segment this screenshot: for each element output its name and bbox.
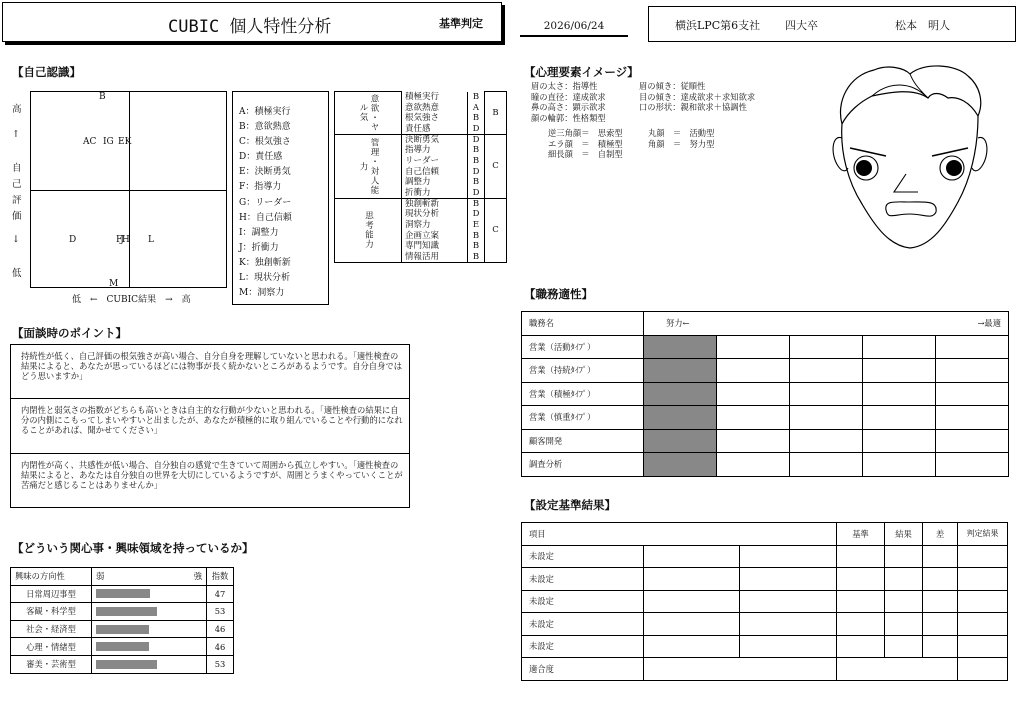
table-header-row [522, 312, 1009, 336]
person-info [648, 6, 1016, 42]
job-level-cell [717, 359, 790, 383]
setting-cell [740, 568, 837, 591]
setting-cell [740, 590, 837, 613]
job-label: 調査分析 [522, 453, 644, 477]
interest-label: 客観・科学型 [11, 603, 92, 621]
mouth-icon [886, 202, 936, 216]
interest-label: 審美・芸術型 [11, 655, 92, 673]
job-level-cell [644, 453, 717, 477]
face-type: 角顔 ＝ 努力型 [648, 138, 715, 149]
setting-cell [958, 568, 1008, 591]
ability-grade: B [468, 252, 485, 263]
table-row [522, 453, 1009, 477]
table-row [522, 429, 1009, 453]
table-row [522, 359, 1009, 383]
column-header: 差 [923, 523, 958, 546]
job-level-cell [863, 453, 936, 477]
table-row [522, 406, 1009, 430]
setting-cell [923, 590, 958, 613]
psych-item: 瞳の直径：達成欲求 [531, 91, 606, 102]
setting-cell [885, 635, 923, 658]
table-row [11, 585, 234, 603]
face-outline-icon [842, 116, 978, 248]
interest-label: 日常周辺事型 [11, 585, 92, 603]
setting-item: 未設定 [522, 568, 644, 591]
psych-item: 口の形状：親和欲求＋協調性 [639, 102, 747, 113]
legend-item: M：洞察力 [239, 288, 285, 299]
interest-table [10, 567, 234, 674]
interest-value: 53 [207, 603, 234, 621]
setting-cell [885, 568, 923, 591]
setting-cell [958, 613, 1008, 636]
column-header: 職務名 [522, 312, 644, 336]
ability-legend [232, 91, 329, 305]
report-header [2, 2, 502, 42]
setting-cell [837, 590, 885, 613]
self-recognition-matrix [30, 91, 227, 288]
job-level-cell [790, 359, 863, 383]
legend-item: I：調整力 [239, 227, 279, 238]
ability-name: 折衝力 [402, 188, 468, 199]
y-axis-label: 評 [12, 195, 22, 206]
y-axis-label: 低 [12, 268, 22, 279]
interest-value: 46 [207, 638, 234, 656]
ability-name: 責任感 [402, 124, 468, 135]
table-row [522, 635, 1008, 658]
setting-cell [958, 545, 1008, 568]
table-row [522, 382, 1009, 406]
job-level-cell [936, 406, 1009, 430]
job-label: 営業（慎重ﾀｲﾌﾟ） [522, 406, 644, 430]
ability-name: 自己信頼 [402, 166, 468, 177]
setting-cell [837, 545, 885, 568]
section-setting-heading: 【設定基準結果】 [524, 498, 616, 512]
job-level-cell [644, 359, 717, 383]
column-header: 基準 [837, 523, 885, 546]
column-header: 項目 [522, 523, 837, 546]
legend-item: C：根気強さ [239, 137, 291, 148]
face-type-row [548, 128, 714, 139]
job-level-cell [644, 382, 717, 406]
ability-table [334, 91, 507, 263]
legend-item: E：決断勇気 [239, 167, 291, 178]
table-row [11, 638, 234, 656]
matrix-point: IG [103, 137, 114, 147]
section-job-heading: 【職務適性】 [524, 287, 593, 301]
setting-item: 未設定 [522, 613, 644, 636]
matrix-point: B [99, 92, 106, 102]
y-axis-label: 己 [12, 179, 22, 190]
setting-cell [885, 545, 923, 568]
section-self-heading: 【自己認識】 [12, 65, 81, 79]
ability-grade: B [468, 198, 485, 209]
setting-cell [923, 635, 958, 658]
school-type: 四大卒 [785, 19, 818, 32]
interest-bar-cell [92, 620, 207, 638]
job-label: 顧客開発 [522, 429, 644, 453]
job-level-cell [717, 453, 790, 477]
pupil-icon [856, 160, 872, 176]
job-level-cell [717, 406, 790, 430]
interview-points [10, 344, 410, 508]
interest-label: 社会・経済型 [11, 620, 92, 638]
job-level-cell [790, 429, 863, 453]
setting-cell [923, 568, 958, 591]
psych-left-list [531, 81, 606, 123]
interview-point: 内閉性と弱気さの指数がどちらも高いときは自主的な行動が少ないと思われる。「適性検査の結果に自分の内側にこもってしまいやすいと出ましたが、あなたが積極的に取り組んでいることや行動的になれることがあれば、聞かせてください」 [21, 405, 403, 435]
ability-name: 意欲熱意 [402, 102, 468, 113]
interest-bar [96, 607, 157, 616]
job-level-cell [863, 335, 936, 359]
ability-name: 企画立案 [402, 230, 468, 241]
job-level-cell [790, 453, 863, 477]
setting-cell [644, 545, 740, 568]
y-axis-label: 高 [12, 104, 22, 115]
face-type: 細長顔 ＝ 自制型 [548, 149, 623, 160]
interview-point: 内閉性が高く、共感性が低い場合、自分独自の感覚で生きていて周囲から孤立しやすい。「適性検査の結果によると、あなたは自分独自の世界を大切にしているようですが、周囲とうまくやっていくことが苦痛だと感じることはありませんか」 [21, 460, 403, 490]
ability-category: 意欲・ヤル気 [335, 92, 402, 135]
table-header-row [11, 568, 234, 586]
ability-name: 独創斬新 [402, 198, 468, 209]
report-date: 2026/06/24 [520, 20, 628, 37]
standard-label: 基準判定 [439, 17, 483, 30]
section-interview-heading: 【面談時のポイント】 [12, 326, 127, 340]
setting-cell [837, 635, 885, 658]
section-psych-heading: 【心理要素イメージ】 [524, 65, 639, 79]
setting-cell [885, 590, 923, 613]
ability-name: 専門知識 [402, 241, 468, 252]
x-axis-label: 低 ← CUBIC結果 → 高 [72, 295, 191, 305]
interest-bar-cell [92, 603, 207, 621]
y-axis-label: 価 [12, 211, 22, 222]
face-type: 丸顔 ＝ 活動型 [648, 128, 715, 138]
face-illustration [828, 62, 992, 252]
divider [11, 398, 409, 399]
table-row [11, 620, 234, 638]
setting-cell [644, 635, 740, 658]
ability-grade: B [468, 92, 485, 103]
legend-item: F：指導力 [239, 182, 282, 193]
job-level-cell [863, 429, 936, 453]
face-type-row [548, 149, 714, 160]
ability-grade: B [468, 145, 485, 156]
psych-item: 顔の輪郭：性格類型 [531, 112, 606, 123]
ability-grade: B [468, 113, 485, 124]
table-row [522, 568, 1008, 591]
setting-item: 未設定 [522, 590, 644, 613]
job-level-cell [936, 453, 1009, 477]
fit-cell [958, 658, 1008, 681]
ability-overall-grade: C [485, 134, 507, 198]
ability-name: 洞察力 [402, 220, 468, 231]
psych-item: 眉の太さ：指導性 [531, 81, 598, 91]
job-label: 営業（積極ﾀｲﾌﾟ） [522, 382, 644, 406]
ability-name: 根気強さ [402, 113, 468, 124]
setting-cell [923, 545, 958, 568]
job-level-cell [863, 406, 936, 430]
setting-cell [958, 590, 1008, 613]
job-level-cell [790, 382, 863, 406]
legend-item: B：意欲熱意 [239, 122, 291, 133]
job-label: 営業（活動ﾀｲﾌﾟ） [522, 335, 644, 359]
y-axis-label: ↓ [12, 234, 20, 245]
matrix-point: FJH [116, 235, 128, 245]
ability-name: 決断勇気 [402, 134, 468, 145]
ability-grade: E [468, 220, 485, 231]
job-level-cell [717, 335, 790, 359]
y-axis-label: 自 [12, 163, 22, 174]
section-interest-heading: 【どういう関心事・興味領域を持っているか】 [12, 541, 254, 555]
ability-name: 現状分析 [402, 209, 468, 220]
ability-name: 指導力 [402, 145, 468, 156]
setting-cell [837, 568, 885, 591]
interest-value: 46 [207, 620, 234, 638]
ability-name: 調整力 [402, 177, 468, 188]
setting-cell [837, 613, 885, 636]
setting-cell [644, 568, 740, 591]
interest-bar-cell [92, 655, 207, 673]
interest-bar [96, 660, 157, 669]
job-level-cell [790, 335, 863, 359]
setting-cell [644, 590, 740, 613]
fit-cell [644, 658, 837, 681]
job-scale-high: →最適 [977, 318, 1001, 329]
y-axis-label: ↑ [12, 129, 20, 140]
ability-grade: D [468, 188, 485, 199]
matrix-point: EK [118, 137, 132, 147]
ability-name: 積極実行 [402, 92, 468, 103]
table-row [522, 545, 1008, 568]
psych-item: 眉の傾き：従順性 [639, 81, 706, 91]
ability-row [335, 198, 507, 209]
ability-grade: B [468, 156, 485, 167]
face-type: 逆三角顔＝ 思索型 [548, 128, 623, 138]
psych-item: 目の傾き：達成欲求＋求知欲求 [639, 91, 756, 102]
interest-bar-cell [92, 585, 207, 603]
ability-grade: A [468, 102, 485, 113]
legend-item: D：責任感 [239, 152, 283, 163]
setting-cell [923, 613, 958, 636]
ability-name: 情報活用 [402, 252, 468, 263]
ability-overall-grade: C [485, 198, 507, 262]
matrix-point: M [109, 279, 119, 289]
matrix-point: D [69, 235, 77, 245]
legend-item: A：積極実行 [239, 107, 291, 117]
fit-cell [837, 658, 958, 681]
table-row [522, 613, 1008, 636]
setting-cell [885, 613, 923, 636]
ability-grade: D [468, 209, 485, 220]
job-level-cell [644, 429, 717, 453]
face-type: エラ顔 ＝ 積極型 [548, 138, 623, 149]
job-label: 営業（持続ﾀｲﾌﾟ） [522, 359, 644, 383]
eyebrow-icon [850, 148, 886, 156]
psych-item: 鼻の高さ：顕示欲求 [531, 102, 606, 113]
legend-item: K：独創斬新 [239, 257, 291, 268]
job-level-cell [863, 382, 936, 406]
legend-item: G：リーダー [239, 197, 292, 208]
job-level-cell [790, 406, 863, 430]
job-level-cell [936, 382, 1009, 406]
divider [11, 453, 409, 454]
job-scale-low: 努力← [666, 318, 690, 329]
face-type-row [548, 139, 714, 150]
interest-bar [96, 589, 150, 598]
ability-grade: B [468, 230, 485, 241]
column-header: 強 [182, 568, 207, 586]
job-level-cell [717, 382, 790, 406]
nose-icon [894, 174, 918, 192]
ability-category: 思考能力 [335, 198, 402, 262]
setting-result-table [521, 522, 1008, 681]
job-level-cell [936, 335, 1009, 359]
table-row [522, 335, 1009, 359]
column-header: 弱 [92, 568, 182, 586]
ability-grade: D [468, 134, 485, 145]
ability-grade: B [468, 177, 485, 188]
job-level-cell [936, 429, 1009, 453]
ability-grade: D [468, 166, 485, 177]
column-header: 結果 [885, 523, 923, 546]
setting-cell [740, 545, 837, 568]
column-header [644, 312, 1009, 336]
report-title: CUBIC 個人特性分析 [168, 17, 332, 37]
table-row [11, 603, 234, 621]
ability-overall-grade: B [485, 92, 507, 135]
interest-value: 53 [207, 655, 234, 673]
person-name: 松本 明人 [895, 19, 950, 32]
job-level-cell [644, 335, 717, 359]
job-aptitude-table [521, 311, 1009, 477]
column-header: 指数 [207, 568, 234, 586]
pupil-icon [946, 160, 962, 176]
column-header: 興味の方向性 [11, 568, 92, 586]
interest-value: 47 [207, 585, 234, 603]
eyebrow-icon [932, 148, 968, 156]
matrix-v-divider [129, 92, 130, 287]
job-level-cell [644, 406, 717, 430]
ability-category: 管理・対人能力 [335, 134, 402, 198]
setting-cell [644, 613, 740, 636]
setting-item: 未設定 [522, 635, 644, 658]
job-level-cell [863, 359, 936, 383]
fit-label: 適合度 [522, 658, 644, 681]
legend-item: J：折衝力 [239, 242, 279, 253]
face-type-list [548, 128, 714, 160]
table-header-row [522, 523, 1008, 546]
setting-cell [740, 635, 837, 658]
column-header: 判定結果 [958, 523, 1008, 546]
ability-name: リーダー [402, 156, 468, 167]
ability-row [335, 134, 507, 145]
table-row [522, 590, 1008, 613]
setting-cell [740, 613, 837, 636]
interest-bar-cell [92, 638, 207, 656]
setting-cell [958, 635, 1008, 658]
table-row [11, 655, 234, 673]
psych-right-list [639, 81, 755, 113]
ability-grade: D [468, 124, 485, 135]
ability-row [335, 92, 507, 103]
table-footer-row [522, 658, 1008, 681]
company-name: 横浜LPC第6支社 [675, 19, 761, 32]
matrix-point: AC [83, 137, 97, 147]
job-level-cell [717, 429, 790, 453]
interest-bar [96, 625, 149, 634]
ability-grade: B [468, 241, 485, 252]
matrix-point: L [148, 235, 154, 245]
interview-point: 持続性が低く、自己評価の根気強さが高い場合、自分自身を理解していないと思われる。「適性検査の結果によると、あなたが思っているほどには物事が長く続かないところがあるようです。自分自身ではどう思いますか」 [21, 351, 402, 381]
job-level-cell [936, 359, 1009, 383]
legend-item: L：現状分析 [239, 273, 290, 284]
interest-label: 心理・情緒型 [11, 638, 92, 656]
legend-item: H：自己信頼 [239, 212, 292, 223]
setting-item: 未設定 [522, 545, 644, 568]
interest-bar [96, 642, 149, 651]
